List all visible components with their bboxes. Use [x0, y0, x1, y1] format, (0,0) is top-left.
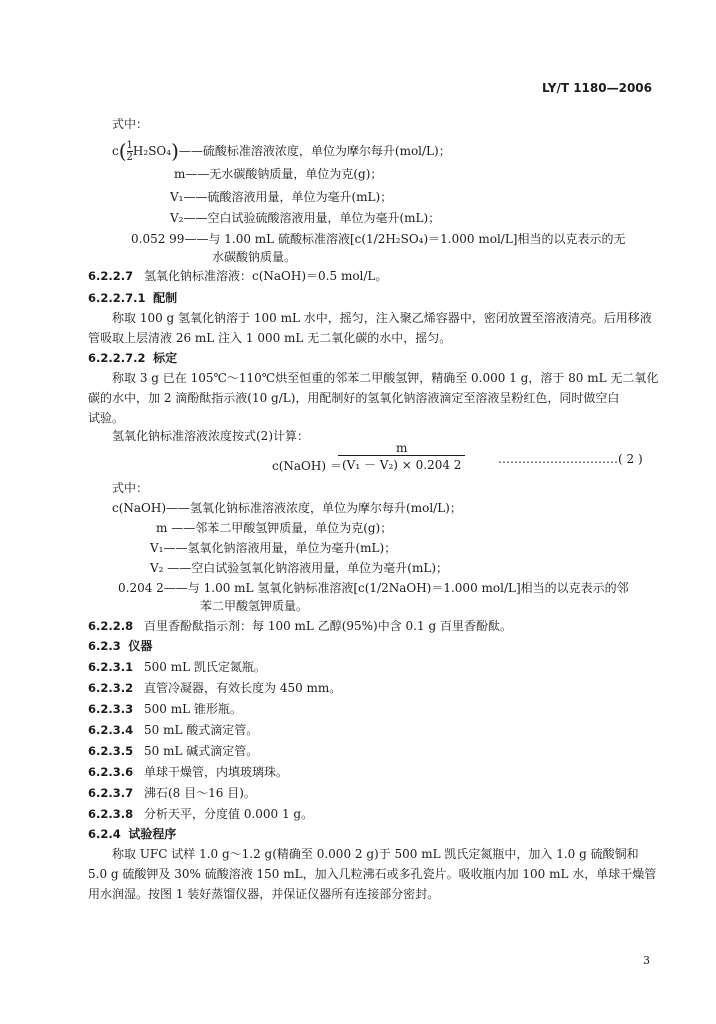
- var-c-h2so4: c( $\frac{1}{2}$ H₂SO₄)——硫酸标准溶液浓度，单位为摩尔每升(mol/L)；: [112, 139, 451, 163]
- item-6-2-3-5: 6.2.3.5 50 mL 碱式滴定管。: [88, 744, 259, 758]
- item-6-2-3-1: 6.2.3.1 500 mL 凯氏定氮瓶。: [88, 660, 266, 674]
- item-6-2-3-2: 6.2.3.2 直管冷凝器，有效长度为 450 mm。: [88, 681, 342, 695]
- var-v1-def: V₁——硫酸溶液用量，单位为毫升(mL)；: [170, 190, 393, 204]
- var-v2b-def: V₂ ——空白试验氢氧化钠溶液用量，单位为毫升(mL)；: [150, 561, 449, 575]
- where-label: 式中：: [112, 117, 149, 131]
- const2-def-line1: 0.204 2——与 1.00 mL 氢氧化钠标准溶液[c(1/2NaOH)＝1.000 mol/L]相当的以克表示的邻: [118, 581, 629, 595]
- section-6-2-2-8: 6.2.2.8 百里香酚酞指示剂：每 100 mL 乙醇(95%)中含 0.1 g 百里香酚酞。: [88, 619, 512, 633]
- var-m-def: m——无水碳酸钠质量，单位为克(g)；: [174, 167, 383, 181]
- calib-para-line3: 试验。: [88, 411, 125, 425]
- item-6-2-3-4: 6.2.3.4 50 mL 酸式滴定管。: [88, 723, 259, 737]
- var-m2-def: m ——邻苯二甲酸氢钾质量，单位为克(g)；: [156, 521, 393, 535]
- var-c-naoh-def: c(NaOH)——氢氧化钠标准溶液浓度，单位为摩尔每升(mol/L)；: [112, 501, 462, 515]
- section-6-2-3: 6.2.3 仪器: [88, 639, 153, 653]
- procedure-line1: 称取 UFC 试样 1.0 g～1.2 g(精确至 0.000 2 g)于 500 mL 凯氏定氮瓶中，加入 1.0 g 硫酸铜和: [112, 847, 639, 861]
- const-def-line2: 水碳酸钠质量。: [212, 250, 297, 264]
- half-fraction: $\frac{1}{2}$: [126, 140, 133, 163]
- calib-para-line2: 碳的水中，加 2 滴酚酞指示液(10 g/L)，用配制好的氢氧化钠溶液滴定至溶液呈粉红色，同时做空白: [88, 391, 620, 405]
- const2-def-line2: 苯二甲酸氢钾质量。: [200, 599, 309, 613]
- standard-code-header: LY/T 1180—2006: [541, 81, 652, 95]
- item-6-2-3-6: 6.2.3.6 单球干燥管，内填玻璃珠。: [88, 765, 289, 779]
- procedure-line3: 用水润湿。按图 1 装好蒸馏仪器，并保证仪器所有连接部分密封。: [88, 887, 440, 901]
- calib-para-line1: 称取 3 g 已在 105℃～110℃烘至恒重的邻苯二甲酸氢钾，精确至 0.000 1 g，溶于 80 mL 无二氧化: [112, 371, 659, 385]
- item-6-2-3-8: 6.2.3.8 分析天平，分度值 0.000 1 g。: [88, 807, 314, 821]
- section-6-2-4: 6.2.4 试验程序: [88, 827, 177, 841]
- prep-para-line1: 称取 100 g 氢氧化钠溶于 100 mL 水中，摇匀，注入聚乙烯容器中，密闭放置至溶液清亮。后用移液: [112, 311, 652, 325]
- equation-2-fraction: $\frac{m}{\text{(V₁ － V₂) × 0.204 2}}$: [338, 441, 465, 473]
- procedure-line2: 5.0 g 硫酸钾及 30% 硫酸溶液 150 mL，加入几粒沸石或多孔瓷片。吸收瓶内加 100 mL 水，单球干燥管: [88, 867, 657, 881]
- var-v1b-def: V₁——氢氧化钠溶液用量，单位为毫升(mL)；: [150, 541, 397, 555]
- var-v2-def: V₂——空白试验硫酸溶液用量，单位为毫升(mL)；: [170, 211, 441, 225]
- calc-intro: 氢氧化钠标准溶液浓度按式(2)计算：: [112, 429, 309, 443]
- where-label-2: 式中：: [112, 481, 149, 495]
- section-6-2-2-7-2: 6.2.2.7.2 标定: [88, 351, 178, 365]
- page-number: 3: [643, 954, 650, 967]
- const-def-line1: 0.052 99——与 1.00 mL 硫酸标准溶液[c(1/2H₂SO₄)＝1.000 mol/L]相当的以克表示的无: [131, 232, 626, 246]
- prep-para-line2: 管吸取上层清液 26 mL 注入 1 000 mL 无二氧化碳的水中，摇匀。: [88, 331, 452, 345]
- section-6-2-2-7: 6.2.2.7 氢氧化钠标准溶液：c(NaOH)＝0.5 mol/L。: [88, 269, 388, 283]
- section-6-2-2-7-1: 6.2.2.7.1 配制: [88, 291, 178, 305]
- equation-2-number: …………………………( 2 ): [498, 452, 643, 466]
- item-6-2-3-3: 6.2.3.3 500 mL 锥形瓶。: [88, 702, 242, 716]
- equation-2-lhs: c(NaOH) ＝: [272, 459, 342, 473]
- item-6-2-3-7: 6.2.3.7 沸石(8 目～16 目)。: [88, 786, 256, 800]
